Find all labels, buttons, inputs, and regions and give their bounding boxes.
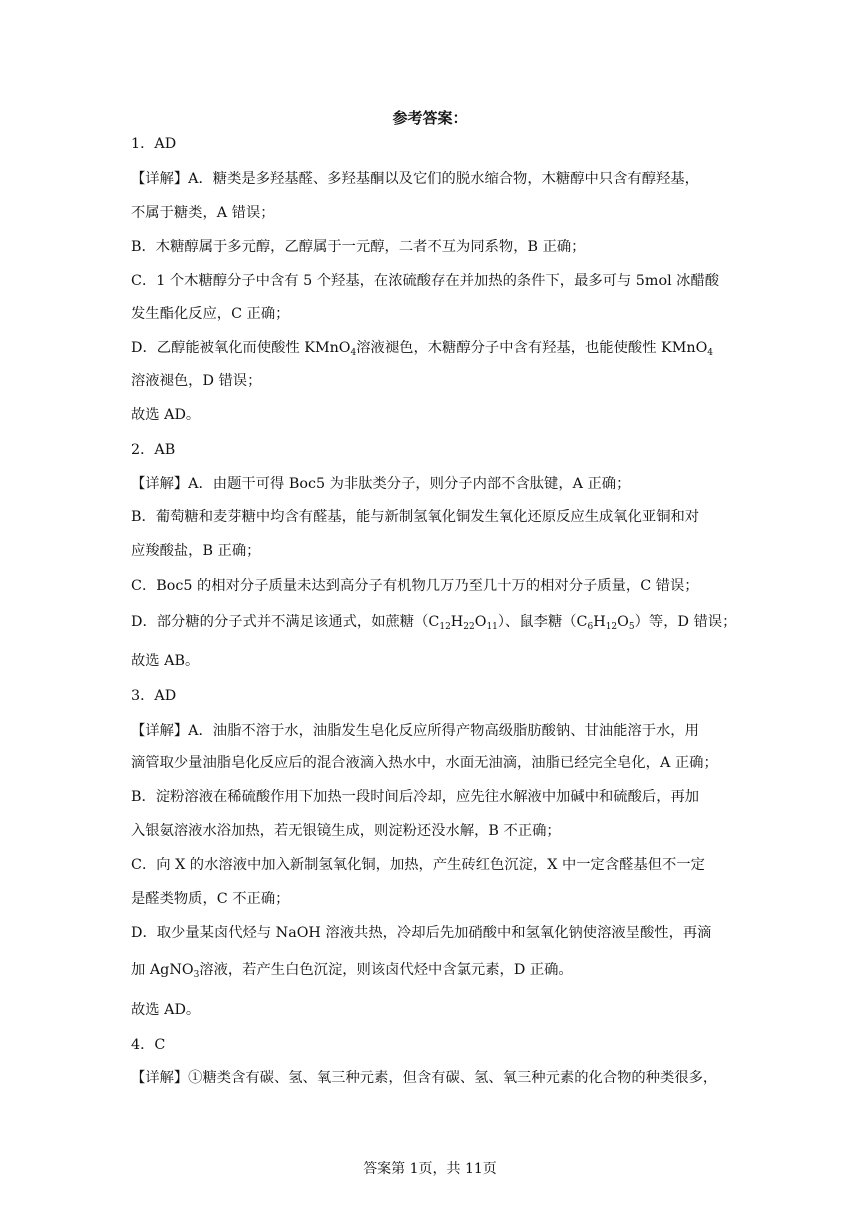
answer-3-line-7: D．取少量某卤代烃与 NaOH 溶液共热，冷却后先加硝酸中和氢氧化钠使溶液呈酸性，再滴	[131, 925, 712, 941]
subscript: 6	[587, 622, 594, 632]
answer-3-line-6: 是醛类物质，C 不正确；	[131, 891, 290, 907]
answer-3-line-3: B．淀粉溶液在稀硫酸作用下加热一段时间后冷却，应先往水解液中加碱中和硫酸后，再加	[131, 789, 700, 805]
text: ）等，D 错误；	[634, 614, 737, 630]
answer-3-line-8	[131, 960, 573, 980]
answer-2-line-4: C．Boc5 的相对分子质量未达到高分子有机物几万乃至几十万的相对分子质量，C 错误；	[131, 578, 699, 594]
text: 溶液褪色，木糖醇分子中含有羟基，也能使酸性 KMnO	[356, 340, 708, 356]
subscript: 4	[350, 348, 357, 358]
text: H	[593, 614, 606, 630]
answer-1-line-3: B．木糖醇属于多元醇，乙醇属于一元醇，二者不互为同系物，B 正确；	[131, 239, 586, 255]
answer-1-line-6	[131, 338, 713, 358]
answer-3-line-4: 入银氨溶液水浴加热，若无银镜生成，则淀粉还没水解，B 不正确；	[131, 823, 561, 839]
subscript: 11	[486, 622, 498, 632]
page-footer: 答案第 1页，共 11页	[363, 1161, 497, 1177]
answer-3-line-1: 【详解】A．油脂不溶于水，油脂发生皂化反应所得产物高级脂肪酸钠、甘油能溶于水，用	[131, 723, 699, 739]
answer-1-line-8: 故选 AD。	[131, 407, 201, 423]
text: D．乙醇能被氧化而使酸性 KMnO	[131, 340, 351, 356]
answer-3-line-5: C．向 X 的水溶液中加入新制氢氧化铜，加热，产生砖红色沉淀，X 中一定含醛基但不一定	[131, 857, 705, 873]
answer-2-line-2: B．葡萄糖和麦芽糖中均含有醛基，能与新制氢氧化铜发生氧化还原反应生成氧化亚铜和对	[131, 509, 700, 525]
answer-3-line-9: 故选 AD。	[131, 1002, 201, 1018]
answer-1-line-2: 不属于糖类，A 错误；	[131, 205, 275, 221]
answer-1-line-1: 【详解】A．糖类是多羟基醛、多羟基酮以及它们的脱水缩合物，木糖醇中只含有醇羟基，	[131, 171, 699, 187]
answer-1-line-7: 溶液褪色，D 错误；	[131, 373, 262, 389]
text: O	[474, 614, 487, 630]
answer-1-line-4: C．1 个木糖醇分子中含有 5 个羟基，在浓硫酸存在并加热的条件下，最多可与 5mol 冰醋酸	[131, 273, 720, 289]
subscript: 12	[605, 622, 618, 632]
answer-2-line-3: 应羧酸盐，B 正确；	[131, 543, 261, 559]
text: 溶液，若产生白色沉淀，则该卤代烃中含氯元素，D 正确。	[199, 962, 573, 978]
answer-2-number: 2．AB	[131, 442, 176, 458]
answer-2-line-5	[131, 612, 736, 632]
text: ）、鼠李糖（C	[497, 614, 588, 630]
answer-4-number: 4．C	[131, 1037, 166, 1053]
answer-2-line-1: 【详解】A．由题干可得 Boc5 为非肽类分子，则分子内部不含肽键，A 正确；	[131, 476, 631, 492]
text: H	[450, 614, 464, 630]
subscript: 5	[628, 622, 635, 632]
page-title: 参考答案：	[392, 109, 468, 127]
text: D．部分糖的分子式并不满足该通式，如蔗糖（C	[131, 614, 440, 630]
text: O	[617, 614, 629, 630]
answer-1-number: 1．AD	[131, 136, 177, 152]
text: 加 AgNO	[131, 962, 194, 978]
answer-3-line-2: 滴管取少量油脂皂化反应后的混合液滴入热水中，水面无油滴，油脂已经完全皂化，A 正确；	[131, 755, 718, 771]
answer-4-line-1: 【详解】①糖类含有碳、氢、氧三种元素，但含有碳、氢、氧三种元素的化合物的种类很多，	[131, 1070, 718, 1086]
answer-2-line-6: 故选 AB。	[131, 653, 200, 669]
subscript: 3	[193, 970, 200, 980]
subscript: 4	[707, 348, 714, 358]
subscript: 12	[439, 622, 451, 632]
subscript: 22	[463, 622, 475, 632]
answer-3-number: 3．AD	[131, 688, 177, 704]
answer-1-line-5: 发生酯化反应，C 正确；	[131, 306, 290, 322]
